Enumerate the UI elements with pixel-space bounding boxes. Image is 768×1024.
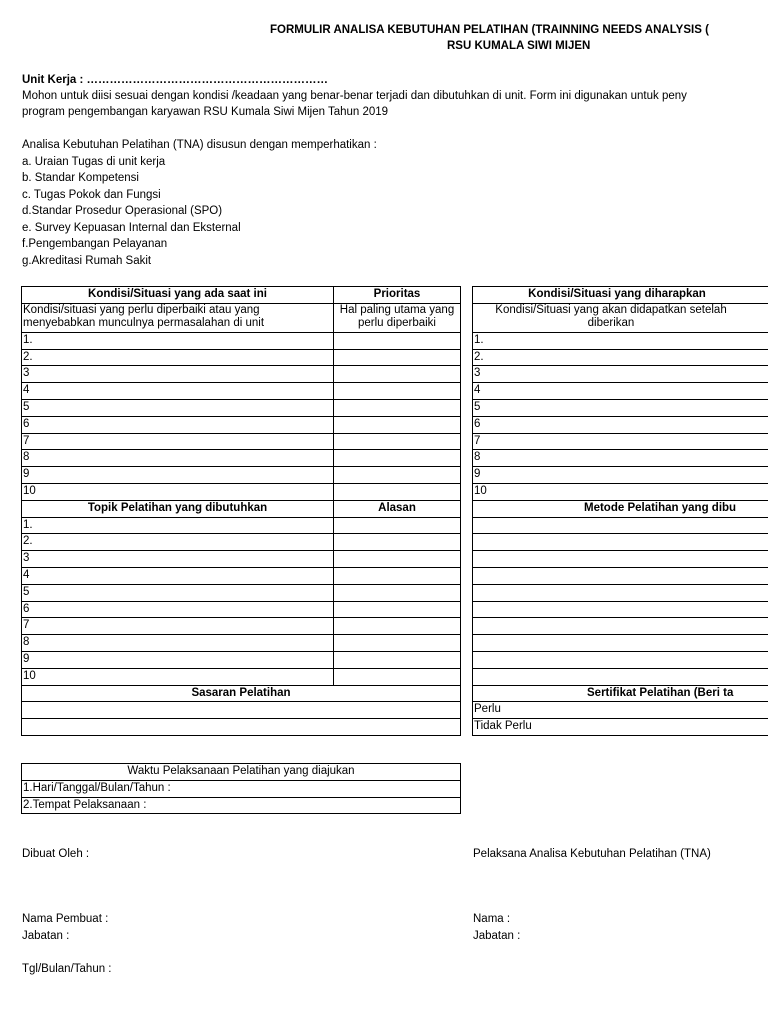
reason-cell[interactable] (334, 668, 461, 685)
creator-name-field[interactable]: Nama Pembuat : (22, 913, 109, 925)
schedule-table (21, 763, 461, 814)
training-method-cell[interactable] (473, 517, 768, 534)
priority-header: Prioritas (334, 287, 461, 304)
created-by-label: Dibuat Oleh : (22, 848, 90, 860)
priority-cell[interactable] (334, 450, 461, 467)
priority-subheader: Hal paling utama yang perlu diperbaiki (334, 303, 461, 332)
table-row[interactable]: 7 (473, 433, 768, 450)
training-target-cell[interactable] (22, 719, 461, 736)
table-row[interactable]: 10 (22, 668, 334, 685)
table-row[interactable]: 10 (473, 483, 768, 500)
reason-cell[interactable] (334, 618, 461, 635)
table-row[interactable]: 2. (22, 534, 334, 551)
table-row[interactable]: 3 (22, 551, 334, 568)
table-row[interactable]: 3 (22, 366, 334, 383)
certificate-option-tidak-perlu[interactable]: Tidak Perlu (473, 719, 768, 736)
priority-cell[interactable] (334, 467, 461, 484)
criteria-item: e. Survey Kepuasan Internal dan Eksternal (22, 222, 241, 234)
criteria-item: b. Standar Kompetensi (22, 172, 139, 184)
reason-cell[interactable] (334, 651, 461, 668)
reason-cell[interactable] (334, 601, 461, 618)
table-row[interactable]: 3 (473, 366, 768, 383)
training-method-cell[interactable] (473, 534, 768, 551)
instruction-line-1: Mohon untuk diisi sesuai dengan kondisi /keadaan yang benar-benar terjadi dan dibutuhkan di unit. Form ini digunakan untuk peny (22, 90, 687, 102)
training-method-cell[interactable] (473, 651, 768, 668)
priority-cell[interactable] (334, 383, 461, 400)
criteria-item: f.Pengembangan Pelayanan (22, 238, 168, 250)
schedule-place-field[interactable]: 2.Tempat Pelaksanaan : (22, 797, 461, 814)
table-row[interactable]: 2. (22, 349, 334, 366)
left-needs-table (21, 286, 461, 736)
right-needs-table (472, 286, 768, 736)
table-row[interactable]: 9 (22, 651, 334, 668)
training-topic-header: Topik Pelatihan yang dibutuhkan (22, 500, 334, 517)
table-row[interactable]: 4 (473, 383, 768, 400)
table-row[interactable]: 8 (473, 450, 768, 467)
priority-cell[interactable] (334, 349, 461, 366)
reason-cell[interactable] (334, 567, 461, 584)
training-target-cell[interactable] (22, 702, 461, 719)
priority-cell[interactable] (334, 332, 461, 349)
table-row[interactable]: 6 (473, 416, 768, 433)
table-row[interactable]: 2. (473, 349, 768, 366)
creator-position-field[interactable]: Jabatan : (22, 930, 70, 942)
schedule-header: Waktu Pelaksanaan Pelatihan yang diajukan (22, 764, 461, 781)
table-row[interactable]: 10 (22, 483, 334, 500)
unit-kerja-field[interactable]: Unit Kerja : ……………………………………………………… (22, 74, 329, 86)
tna-executor-label: Pelaksana Analisa Kebutuhan Pelatihan (TNA) (473, 848, 711, 860)
table-row[interactable]: 9 (473, 467, 768, 484)
table-row[interactable]: 5 (22, 399, 334, 416)
training-method-cell[interactable] (473, 567, 768, 584)
instruction-line-2: program pengembangan karyawan RSU Kumala Siwi Mijen Tahun 2019 (22, 106, 389, 118)
criteria-item: g.Akreditasi Rumah Sakit (22, 255, 152, 267)
priority-cell[interactable] (334, 366, 461, 383)
criteria-item: a. Uraian Tugas di unit kerja (22, 156, 166, 168)
table-row[interactable]: 8 (22, 450, 334, 467)
hospital-name: RSU KUMALA SIWI MIJEN (447, 40, 591, 52)
table-row[interactable]: 4 (22, 567, 334, 584)
criteria-item: c. Tugas Pokok dan Fungsi (22, 189, 161, 201)
table-row[interactable]: 7 (22, 618, 334, 635)
reason-cell[interactable] (334, 584, 461, 601)
table-row[interactable]: 1. (473, 332, 768, 349)
table-row[interactable]: 9 (22, 467, 334, 484)
training-method-cell[interactable] (473, 551, 768, 568)
table-row[interactable]: 7 (22, 433, 334, 450)
date-field[interactable]: Tgl/Bulan/Tahun : (22, 963, 112, 975)
table-row[interactable]: 6 (22, 416, 334, 433)
tna-heading: Analisa Kebutuhan Pelatihan (TNA) disusun dengan memperhatikan : (22, 139, 377, 151)
executor-position-field[interactable]: Jabatan : (473, 930, 521, 942)
priority-cell[interactable] (334, 433, 461, 450)
table-row[interactable]: 1. (22, 332, 334, 349)
table-row[interactable]: 4 (22, 383, 334, 400)
reason-header: Alasan (334, 500, 461, 517)
training-method-cell[interactable] (473, 635, 768, 652)
certificate-option-perlu[interactable]: Perlu (473, 702, 768, 719)
priority-cell[interactable] (334, 416, 461, 433)
training-method-cell[interactable] (473, 584, 768, 601)
executor-name-field[interactable]: Nama : (473, 913, 511, 925)
training-method-cell[interactable] (473, 618, 768, 635)
table-row[interactable]: 5 (473, 399, 768, 416)
table-row[interactable]: 8 (22, 635, 334, 652)
current-condition-subheader: Kondisi/situasi yang perlu diperbaiki atau yang menyebabkan munculnya permasalahan di unit (22, 303, 334, 332)
schedule-date-field[interactable]: 1.Hari/Tanggal/Bulan/Tahun : (22, 780, 461, 797)
criteria-item: d.Standar Prosedur Operasional (SPO) (22, 205, 223, 217)
training-method-header: Metode Pelatihan yang dibu (473, 500, 768, 517)
priority-cell[interactable] (334, 483, 461, 500)
reason-cell[interactable] (334, 635, 461, 652)
table-row[interactable]: 5 (22, 584, 334, 601)
reason-cell[interactable] (334, 551, 461, 568)
priority-cell[interactable] (334, 399, 461, 416)
expected-condition-header: Kondisi/Situasi yang diharapkan (473, 287, 768, 304)
reason-cell[interactable] (334, 517, 461, 534)
expected-condition-subheader: Kondisi/Situasi yang akan didapatkan setelah diberikan (473, 303, 768, 332)
training-target-header: Sasaran Pelatihan (22, 685, 461, 702)
training-method-cell[interactable] (473, 601, 768, 618)
form-title: FORMULIR ANALISA KEBUTUHAN PELATIHAN (TRAINNING NEEDS ANALYSIS ( (270, 24, 709, 36)
reason-cell[interactable] (334, 534, 461, 551)
certificate-header: Sertifikat Pelatihan (Beri ta (473, 685, 768, 702)
current-condition-header: Kondisi/Situasi yang ada saat ini (22, 287, 334, 304)
table-row[interactable]: 6 (22, 601, 334, 618)
training-method-cell[interactable] (473, 668, 768, 685)
table-row[interactable]: 1. (22, 517, 334, 534)
